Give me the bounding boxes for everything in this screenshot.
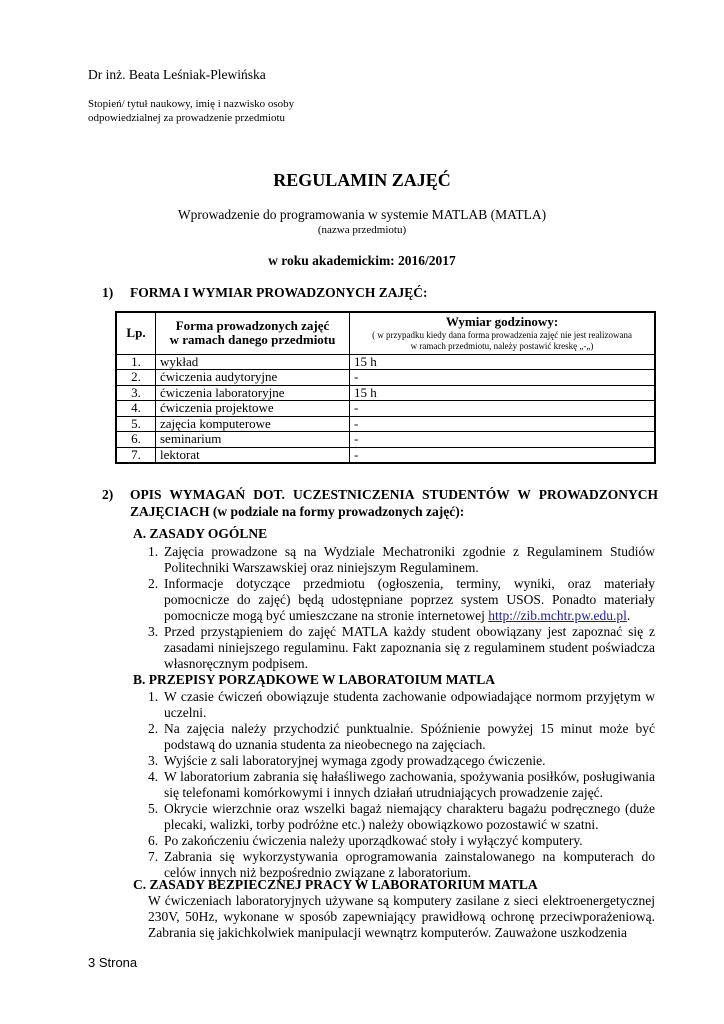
subsection-c-title: C. ZASADY BEZPIECZNEJ PRACY W LABORATORIUM MATLA (133, 877, 538, 892)
website-link[interactable]: http://zib.mchtr.pw.edu.pl (488, 608, 627, 623)
table-row (116, 447, 655, 463)
header-hours-note-line2: w ramach przedmiotu, należy postawić kreskę „-„) (410, 340, 594, 351)
cell-lp: 1. (116, 354, 156, 370)
cell-hours: 15 h (350, 385, 656, 401)
cell-hours: - (350, 416, 656, 432)
list-item (150, 576, 655, 624)
table-row (116, 370, 655, 386)
author-name: Dr inż. Beata Leśniak-Plewińska (88, 67, 266, 82)
subject-note: (nazwa przedmiotu) (317, 224, 407, 236)
subsection-a-list (150, 544, 655, 672)
list-item-text: W czasie ćwiczeń obowiązuje studenta zachowanie odpowiadające normom przyjętym w uczelni. (164, 689, 655, 720)
table-header-row (116, 312, 655, 354)
author-note (88, 97, 294, 125)
author-note-line1: Stopień/ tytuł naukowy, imię i nazwisko osoby (88, 98, 295, 110)
list-item (150, 544, 655, 576)
subject-name: Wprowadzenie do programowania w systemie MATLAB (MATLA) (177, 207, 547, 222)
subsection-a-title: A. ZASADY OGÓLNE (133, 526, 268, 541)
list-item (150, 753, 655, 769)
section1-number: 1) (102, 285, 114, 300)
cell-hours: - (350, 447, 656, 463)
header-form-line1: Forma prowadzonych zajęć (175, 317, 330, 333)
cell-form: seminarium (156, 432, 350, 448)
header-form (156, 312, 350, 354)
table-row (116, 432, 655, 448)
list-item-number: 1. (148, 689, 159, 704)
list-item-number: 5. (148, 801, 159, 816)
cell-hours: - (350, 432, 656, 448)
cell-form: ćwiczenia laboratoryjne (156, 385, 350, 401)
list-item-text: Zajęcia prowadzone są na Wydziale Mechatroniki zgodnie z Regulaminem Studiów Politechniki Warszawskiej oraz niniejszym Regulaminem. (164, 544, 655, 575)
header-form-line2: w ramach danego przedmiotu (169, 332, 336, 348)
subsection-b-title: B. PRZEPISY PORZĄDKOWE W LABORATOIUM MATLA (133, 672, 496, 687)
cell-lp: 2. (116, 370, 156, 386)
author-note-line2: odpowiedzialnej za prowadzenie przedmiotu (88, 112, 286, 124)
list-item-number: 6. (148, 833, 159, 848)
list-item-text: W laboratorium zabrania się hałaśliwego zachowania, spożywania posiłków, posługiwania się telefonami komórkowymi i innych działań utrudniających prowadzenie zajęć. (164, 769, 655, 800)
list-item-text: Zabrania się wykorzystywania oprogramowania zainstalowanego na komputerach do celów innych niż bezpośrednio związane z laboratorium. (164, 849, 655, 880)
list-item-text: Okrycie wierzchnie oraz wszelki bagaż niemający charakteru bagażu podręcznego (duże plecaki, walizki, torby podróżne etc.) należy obowiązkowo pozostawić w szatni. (164, 801, 655, 832)
academic-year: w roku akademickim: 2016/2017 (268, 253, 456, 268)
cell-form: zajęcia komputerowe (156, 416, 350, 432)
subsection-b-list (150, 689, 655, 881)
section1-title: FORMA I WYMIAR PROWADZONYCH ZAJĘĆ: (130, 285, 428, 300)
cell-lp: 5. (116, 416, 156, 432)
list-item (150, 833, 655, 849)
header-hours-title: Wymiar godzinowy: (445, 314, 559, 329)
list-item-text: Wyjście z sali laboratoryjnej wymaga zgody prowadzącego ćwiczenie. (164, 753, 546, 768)
list-item-number: 2. (148, 721, 159, 736)
list-item-text: Po zakończeniu ćwiczenia należy uporządkować stoły i wyłączyć komputery. (164, 833, 583, 848)
table-row (116, 354, 655, 370)
section1-heading (102, 285, 428, 301)
header-lp: Lp. (116, 312, 156, 354)
list-item-number: 1. (148, 544, 159, 559)
page-footer: 3 Strona (88, 955, 138, 970)
section2-number: 2) (102, 487, 114, 502)
cell-lp: 3. (116, 385, 156, 401)
list-item-number: 4. (148, 769, 159, 784)
table-row (116, 401, 655, 417)
list-item (150, 624, 655, 672)
list-item-text: Przed przystąpieniem do zajęć MATLA każdy student obowiązany jest zapoznać się z zasadami niniejszego regulaminu. Fakt zapoznania się z regulaminem student poświadcza własnoręcznym podpisem. (164, 624, 655, 671)
section2-title: OPIS WYMAGAŃ DOT. UCZESTNICZENIA STUDENTÓW W PROWADZONYCH ZAJĘCIACH (w podziale na formy prowadzonych zajęć): (130, 487, 658, 519)
list-item (150, 689, 655, 721)
subsection-c-text: W ćwiczeniach laboratoryjnych używane są komputery zasilane z sieci elektroenergetycznej 230V, 50Hz, wykonane w sposób zapewniający prawidłową ochronę przeciwporażeniową. Zabrania się jakichkolwiek manipulacji wewnątrz komputerów. Zauważone uszkodzenia (148, 893, 655, 940)
cell-form: ćwiczenia projektowe (156, 401, 350, 417)
header-hours (350, 312, 656, 354)
list-item (150, 769, 655, 801)
cell-lp: 4. (116, 401, 156, 417)
list-item-text: Na zajęcia należy przychodzić punktualnie. Spóźnienie powyżej 15 minut może być podstawą do uznania studenta za nieobecnego na zajęciach. (164, 721, 655, 752)
cell-hours: 15 h (350, 354, 656, 370)
table-row (116, 385, 655, 401)
list-item-text: Informacje dotyczące przedmiotu (ogłoszenia, terminy, wyniki, oraz materiały pomocnicze do zajęć) będą udostępniane poprzez system USOS. Ponadto materiały pomocnicze mogą być umieszczane na stronie internetowej (164, 576, 655, 623)
list-item (150, 721, 655, 753)
list-item-number: 2. (148, 576, 159, 591)
list-item-number: 3. (148, 753, 159, 768)
cell-form: lektorat (156, 447, 350, 463)
cell-lp: 6. (116, 432, 156, 448)
cell-hours: - (350, 370, 656, 386)
cell-form: wykład (156, 354, 350, 370)
list-item (150, 801, 655, 833)
page-title: REGULAMIN ZAJĘĆ (273, 170, 451, 190)
list-item-number: 3. (148, 624, 159, 639)
table-row (116, 416, 655, 432)
section2-heading (102, 486, 658, 520)
cell-hours: - (350, 401, 656, 417)
cell-lp: 7. (116, 447, 156, 463)
forms-table (115, 311, 656, 464)
list-item-number: 7. (148, 849, 159, 864)
cell-form: ćwiczenia audytoryjne (156, 370, 350, 386)
list-item-text-end: . (626, 608, 631, 623)
header-hours-note-line1: ( w przypadku kiedy dana forma prowadzenia zajęć nie jest realizowana (372, 329, 632, 340)
